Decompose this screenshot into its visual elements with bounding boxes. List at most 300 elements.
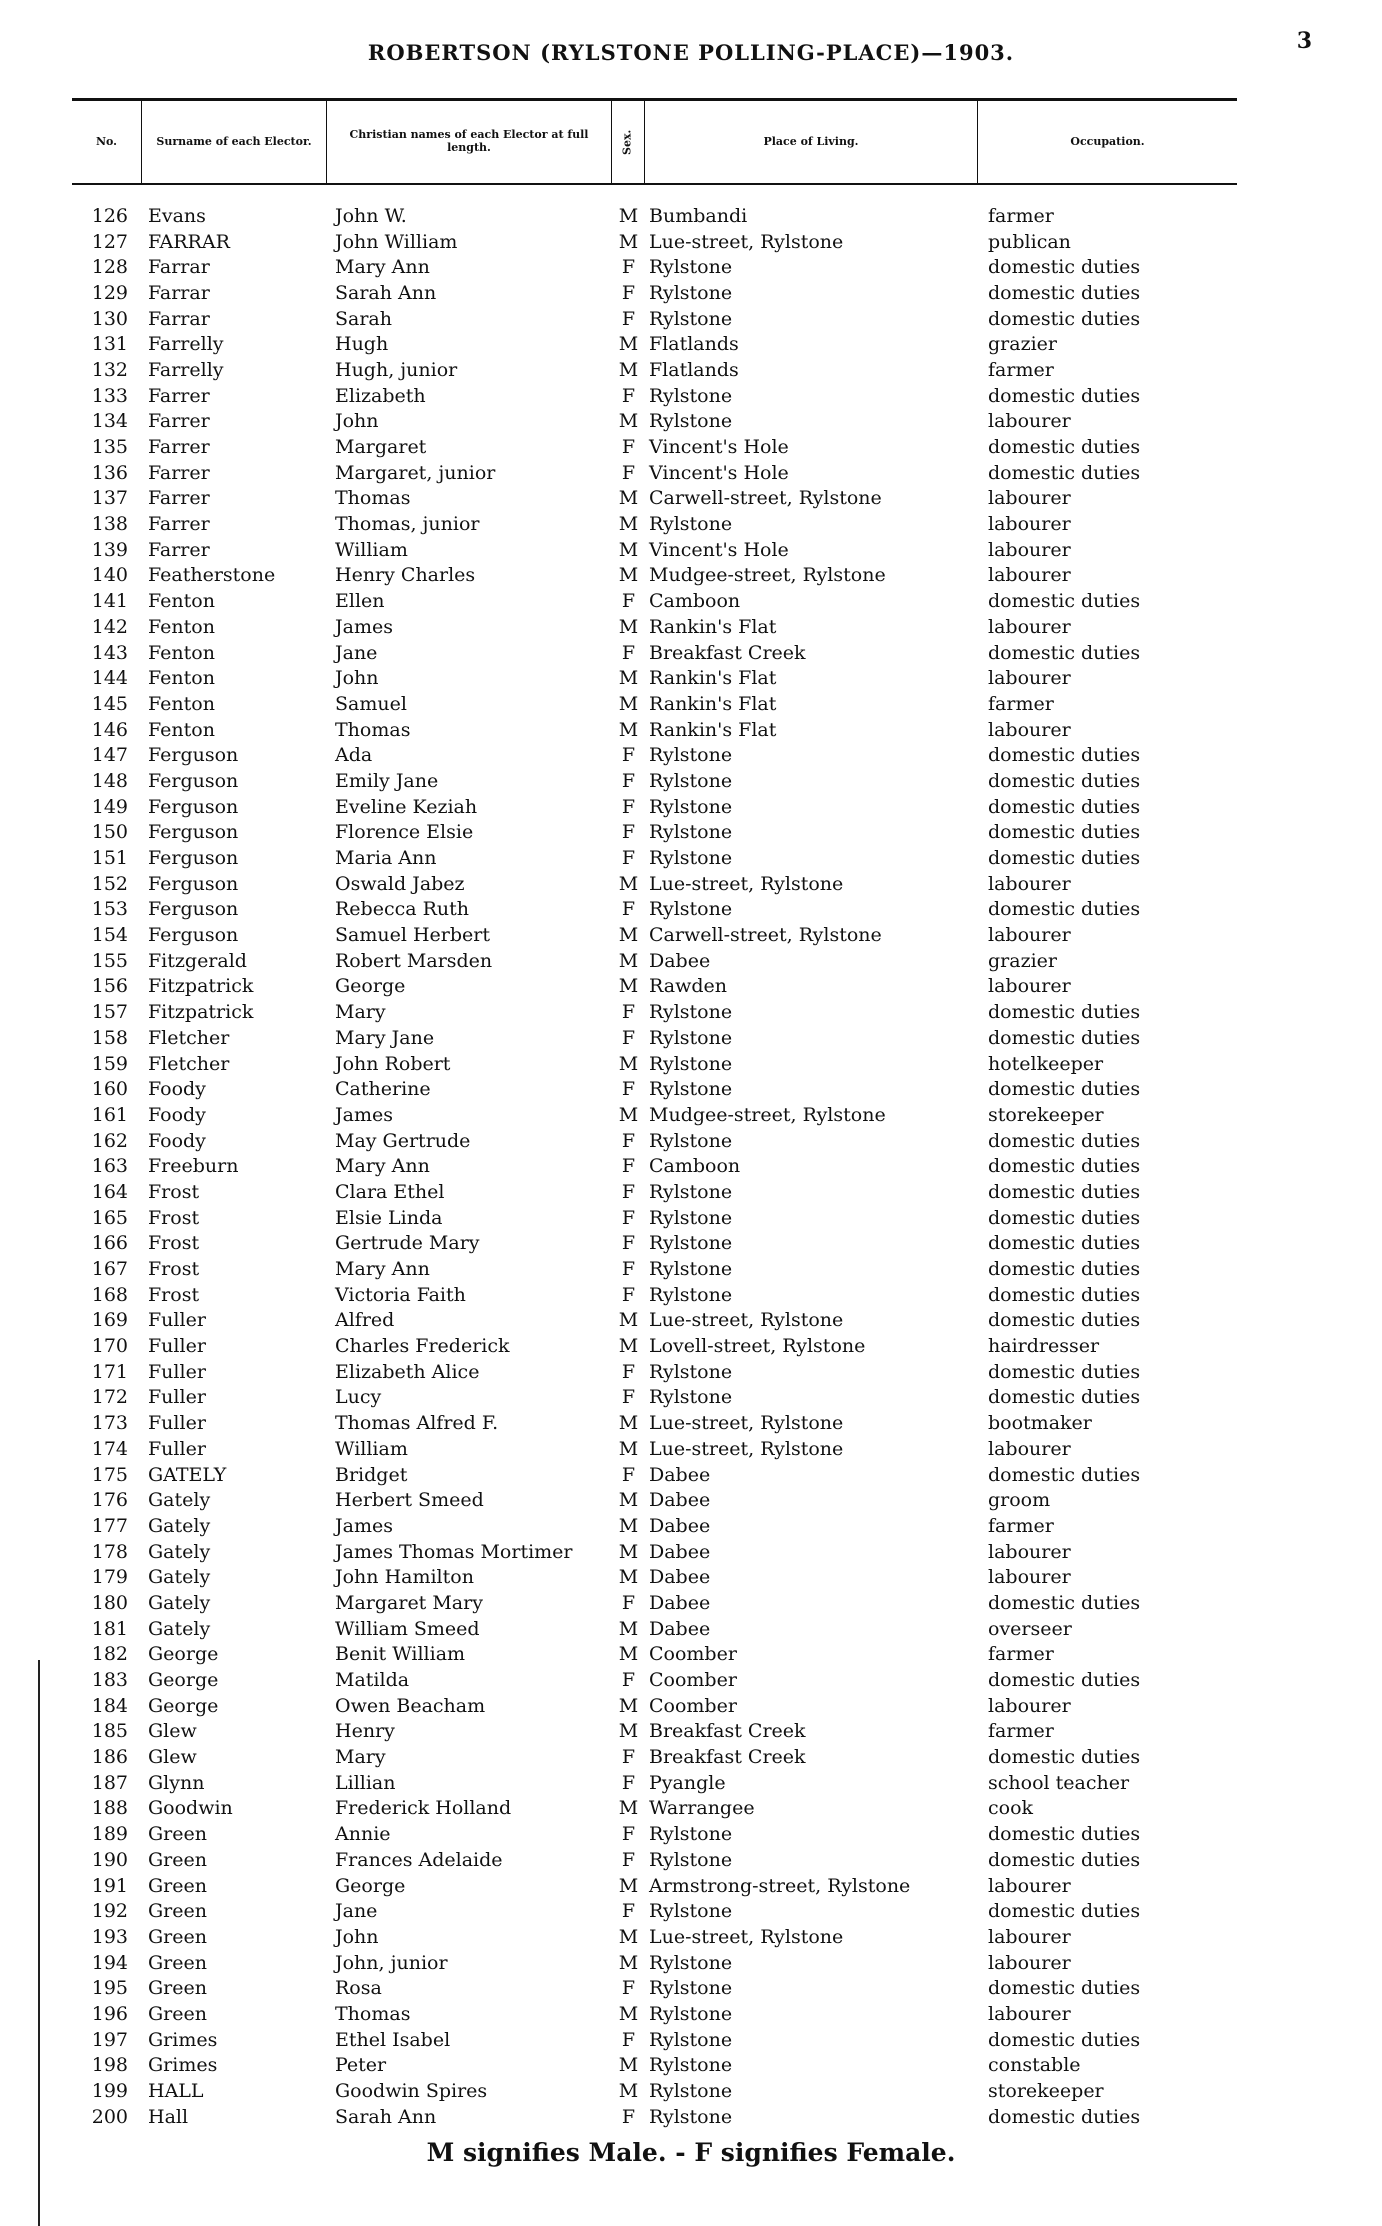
table-row bbox=[72, 1590, 1237, 1616]
elector-no: 130 bbox=[91, 307, 128, 330]
elector-no: 153 bbox=[91, 898, 128, 921]
elector-sex: M bbox=[618, 1617, 639, 1640]
elector-christian-names: John bbox=[335, 410, 379, 433]
elector-christian-names: Mary Ann bbox=[335, 256, 430, 279]
elector-no: 160 bbox=[91, 1078, 128, 1101]
elector-place: Carwell-street, Rylstone bbox=[649, 924, 882, 947]
elector-sex: M bbox=[618, 1874, 639, 1897]
table-row bbox=[72, 897, 1237, 923]
table-row bbox=[72, 1153, 1237, 1179]
elector-sex: F bbox=[621, 436, 636, 459]
elector-place: Rylstone bbox=[649, 1848, 733, 1871]
elector-no: 198 bbox=[91, 2054, 128, 2077]
elector-surname: Fuller bbox=[148, 1309, 206, 1332]
elector-surname: Ferguson bbox=[148, 924, 239, 947]
elector-surname: Farrar bbox=[148, 307, 210, 330]
elector-sex: M bbox=[618, 1694, 639, 1717]
elector-sex: F bbox=[621, 898, 636, 921]
elector-surname: Gately bbox=[148, 1489, 211, 1512]
elector-place: Rawden bbox=[649, 975, 727, 998]
elector-no: 148 bbox=[91, 769, 128, 792]
elector-sex: F bbox=[621, 1900, 636, 1923]
table-row bbox=[72, 1924, 1237, 1950]
elector-christian-names: Owen Beacham bbox=[335, 1694, 486, 1717]
elector-occupation: domestic duties bbox=[988, 898, 1141, 921]
table-row bbox=[72, 1667, 1237, 1693]
elector-no: 197 bbox=[91, 2028, 128, 2051]
elector-sex: F bbox=[621, 1746, 636, 1769]
table-row bbox=[72, 999, 1237, 1025]
elector-surname: Fitzgerald bbox=[148, 949, 247, 972]
elector-no: 190 bbox=[91, 1848, 128, 1871]
table-row bbox=[72, 1950, 1237, 1976]
elector-sex: F bbox=[621, 1386, 636, 1409]
elector-sex: M bbox=[618, 667, 639, 690]
elector-place: Rylstone bbox=[649, 898, 733, 921]
elector-surname: Foody bbox=[148, 1129, 206, 1152]
elector-christian-names: William bbox=[335, 538, 408, 561]
elector-occupation: labourer bbox=[988, 513, 1071, 536]
elector-christian-names: Rebecca Ruth bbox=[335, 898, 470, 921]
elector-sex: F bbox=[621, 1258, 636, 1281]
elector-occupation: constable bbox=[988, 2054, 1081, 2077]
elector-surname: Farrelly bbox=[148, 358, 224, 381]
elector-sex: F bbox=[621, 1283, 636, 1306]
elector-occupation: labourer bbox=[988, 1874, 1071, 1897]
elector-sex: M bbox=[618, 1643, 639, 1666]
elector-place: Rylstone bbox=[649, 744, 733, 767]
page-margin-line bbox=[38, 1660, 40, 2226]
elector-no: 158 bbox=[91, 1026, 128, 1049]
elector-christian-names: Thomas bbox=[335, 718, 411, 741]
elector-place: Lue-street, Rylstone bbox=[649, 1309, 844, 1332]
elector-no: 199 bbox=[91, 2080, 128, 2103]
elector-occupation: domestic duties bbox=[988, 1848, 1141, 1871]
table-row bbox=[72, 434, 1237, 460]
elector-surname: Fitzpatrick bbox=[148, 1001, 254, 1024]
table-row bbox=[72, 1513, 1237, 1539]
elector-sex: F bbox=[621, 744, 636, 767]
table-row bbox=[72, 229, 1237, 255]
elector-no: 196 bbox=[91, 2002, 128, 2025]
elector-no: 132 bbox=[91, 358, 128, 381]
elector-sex: F bbox=[621, 1977, 636, 2000]
elector-place: Rylstone bbox=[649, 1977, 733, 2000]
elector-place: Dabee bbox=[649, 1514, 711, 1537]
table-row bbox=[72, 409, 1237, 435]
elector-christian-names: Benit William bbox=[335, 1643, 466, 1666]
elector-no: 183 bbox=[91, 1669, 128, 1692]
table-row bbox=[72, 1308, 1237, 1334]
elector-place: Rylstone bbox=[649, 1180, 733, 1203]
elector-no: 142 bbox=[91, 615, 128, 638]
elector-sex: M bbox=[618, 1797, 639, 1820]
elector-occupation: farmer bbox=[988, 1720, 1054, 1743]
table-row bbox=[72, 717, 1237, 743]
elector-christian-names: Lucy bbox=[335, 1386, 382, 1409]
elector-no: 170 bbox=[91, 1335, 128, 1358]
elector-place: Breakfast Creek bbox=[649, 641, 806, 664]
table-row bbox=[72, 1231, 1237, 1257]
table-row bbox=[72, 511, 1237, 537]
elector-no: 173 bbox=[91, 1412, 128, 1435]
elector-place: Pyangle bbox=[649, 1771, 726, 1794]
table-row bbox=[72, 1744, 1237, 1770]
elector-sex: F bbox=[621, 256, 636, 279]
elector-no: 138 bbox=[91, 513, 128, 536]
elector-place: Rylstone bbox=[649, 1900, 733, 1923]
elector-place: Dabee bbox=[649, 1489, 711, 1512]
elector-no: 144 bbox=[91, 667, 128, 690]
elector-surname: GATELY bbox=[148, 1463, 227, 1486]
elector-surname: Freeburn bbox=[148, 1155, 239, 1178]
elector-sex: M bbox=[618, 615, 639, 638]
elector-surname: Evans bbox=[148, 204, 206, 227]
elector-occupation: labourer bbox=[988, 667, 1071, 690]
elector-sex: M bbox=[618, 1412, 639, 1435]
elector-place: Flatlands bbox=[649, 333, 739, 356]
elector-christian-names: Hugh bbox=[335, 333, 389, 356]
elector-christian-names: George bbox=[335, 975, 406, 998]
elector-no: 188 bbox=[91, 1797, 128, 1820]
elector-christian-names: Herbert Smeed bbox=[335, 1489, 484, 1512]
elector-no: 157 bbox=[91, 1001, 128, 1024]
elector-no: 175 bbox=[91, 1463, 128, 1486]
elector-surname: Gately bbox=[148, 1591, 211, 1614]
elector-occupation: domestic duties bbox=[988, 307, 1141, 330]
elector-sex: M bbox=[618, 538, 639, 561]
elector-sex: M bbox=[618, 1540, 639, 1563]
table-row bbox=[72, 922, 1237, 948]
table-row bbox=[72, 1282, 1237, 1308]
elector-occupation: domestic duties bbox=[988, 1258, 1141, 1281]
elector-no: 150 bbox=[91, 821, 128, 844]
elector-christian-names: William Smeed bbox=[335, 1617, 480, 1640]
elector-sex: M bbox=[618, 1489, 639, 1512]
elector-place: Rankin's Flat bbox=[649, 718, 777, 741]
elector-occupation: labourer bbox=[988, 1437, 1071, 1460]
elector-sex: F bbox=[621, 1771, 636, 1794]
elector-no: 177 bbox=[91, 1514, 128, 1537]
elector-no: 200 bbox=[91, 2105, 128, 2128]
elector-christian-names: Mary Jane bbox=[335, 1026, 435, 1049]
table-row bbox=[72, 588, 1237, 614]
elector-sex: F bbox=[621, 847, 636, 870]
elector-place: Rylstone bbox=[649, 1951, 733, 1974]
elector-place: Rylstone bbox=[649, 384, 733, 407]
table-row bbox=[72, 2078, 1237, 2104]
elector-place: Mudgee-street, Rylstone bbox=[649, 564, 886, 587]
elector-no: 133 bbox=[91, 384, 128, 407]
table-row bbox=[72, 1385, 1237, 1411]
table-row bbox=[72, 691, 1237, 717]
elector-surname: Featherstone bbox=[148, 564, 276, 587]
elector-place: Armstrong-street, Rylstone bbox=[649, 1874, 911, 1897]
elector-place: Rylstone bbox=[649, 1283, 733, 1306]
table-row bbox=[72, 383, 1237, 409]
elector-no: 143 bbox=[91, 641, 128, 664]
elector-surname: Fenton bbox=[148, 667, 215, 690]
elector-sex: M bbox=[618, 1309, 639, 1332]
elector-christian-names: John William bbox=[335, 230, 458, 253]
elector-place: Rylstone bbox=[649, 2054, 733, 2077]
elector-sex: M bbox=[618, 1052, 639, 1075]
elector-no: 163 bbox=[91, 1155, 128, 1178]
elector-occupation: hotelkeeper bbox=[988, 1052, 1104, 1075]
elector-occupation: farmer bbox=[988, 204, 1054, 227]
elector-christian-names: Samuel Herbert bbox=[335, 924, 490, 947]
elector-surname: Fenton bbox=[148, 718, 215, 741]
elector-sex: F bbox=[621, 795, 636, 818]
table-row bbox=[72, 280, 1237, 306]
elector-christian-names: Robert Marsden bbox=[335, 949, 493, 972]
elector-no: 155 bbox=[91, 949, 128, 972]
elector-christian-names: Mary Ann bbox=[335, 1155, 430, 1178]
elector-christian-names: Maria Ann bbox=[335, 847, 437, 870]
elector-no: 151 bbox=[91, 847, 128, 870]
elector-christian-names: Jane bbox=[335, 1900, 378, 1923]
table-row bbox=[72, 2001, 1237, 2027]
elector-place: Rankin's Flat bbox=[649, 615, 777, 638]
table-row bbox=[72, 1462, 1237, 1488]
elector-place: Rylstone bbox=[649, 1232, 733, 1255]
page-number: 3 bbox=[1296, 28, 1312, 54]
elector-surname: Ferguson bbox=[148, 898, 239, 921]
table-row bbox=[72, 742, 1237, 768]
elector-christian-names: Frances Adelaide bbox=[335, 1848, 503, 1871]
elector-sex: F bbox=[621, 641, 636, 664]
elector-surname: HALL bbox=[148, 2080, 204, 2103]
elector-christian-names: May Gertrude bbox=[335, 1129, 471, 1152]
elector-sex: M bbox=[618, 333, 639, 356]
elector-surname: Ferguson bbox=[148, 769, 239, 792]
elector-surname: Gately bbox=[148, 1617, 211, 1640]
elector-surname: Farrelly bbox=[148, 333, 224, 356]
elector-place: Rylstone bbox=[649, 1129, 733, 1152]
elector-christian-names: Sarah Ann bbox=[335, 281, 437, 304]
elector-sex: F bbox=[621, 1206, 636, 1229]
elector-surname: Fuller bbox=[148, 1360, 206, 1383]
elector-surname: Fuller bbox=[148, 1386, 206, 1409]
elector-christian-names: Bridget bbox=[335, 1463, 408, 1486]
col-header-no: No. bbox=[72, 101, 142, 183]
elector-place: Rylstone bbox=[649, 795, 733, 818]
elector-no: 162 bbox=[91, 1129, 128, 1152]
elector-no: 154 bbox=[91, 924, 128, 947]
elector-place: Rylstone bbox=[649, 847, 733, 870]
elector-christian-names: Ada bbox=[335, 744, 373, 767]
elector-no: 128 bbox=[91, 256, 128, 279]
table-row bbox=[72, 1616, 1237, 1642]
elector-surname: Farrer bbox=[148, 410, 210, 433]
elector-surname: Frost bbox=[148, 1206, 200, 1229]
elector-occupation: storekeeper bbox=[988, 2080, 1104, 2103]
table-row bbox=[72, 1205, 1237, 1231]
elector-place: Dabee bbox=[649, 1617, 711, 1640]
elector-christian-names: Margaret bbox=[335, 436, 427, 459]
elector-christian-names: Lillian bbox=[335, 1771, 396, 1794]
elector-place: Lovell-street, Rylstone bbox=[649, 1335, 866, 1358]
elector-christian-names: Rosa bbox=[335, 1977, 382, 2000]
elector-no: 147 bbox=[91, 744, 128, 767]
elector-sex: M bbox=[618, 204, 639, 227]
elector-place: Rylstone bbox=[649, 2105, 733, 2128]
table-row bbox=[72, 1770, 1237, 1796]
elector-place: Lue-street, Rylstone bbox=[649, 1925, 844, 1948]
elector-place: Mudgee-street, Rylstone bbox=[649, 1103, 886, 1126]
elector-christian-names: Annie bbox=[335, 1823, 391, 1846]
table-row bbox=[72, 640, 1237, 666]
elector-no: 134 bbox=[91, 410, 128, 433]
elector-no: 129 bbox=[91, 281, 128, 304]
elector-christian-names: James bbox=[335, 1514, 393, 1537]
elector-no: 168 bbox=[91, 1283, 128, 1306]
elector-no: 185 bbox=[91, 1720, 128, 1743]
elector-no: 180 bbox=[91, 1591, 128, 1614]
elector-sex: M bbox=[618, 1566, 639, 1589]
elector-sex: M bbox=[618, 1925, 639, 1948]
elector-occupation: domestic duties bbox=[988, 1823, 1141, 1846]
elector-christian-names: Thomas Alfred F. bbox=[335, 1412, 499, 1435]
elector-no: 145 bbox=[91, 692, 128, 715]
elector-surname: Frost bbox=[148, 1180, 200, 1203]
elector-surname: Fuller bbox=[148, 1335, 206, 1358]
elector-occupation: labourer bbox=[988, 2002, 1071, 2025]
elector-sex: M bbox=[618, 692, 639, 715]
elector-place: Camboon bbox=[649, 590, 741, 613]
elector-place: Lue-street, Rylstone bbox=[649, 872, 844, 895]
elector-sex: F bbox=[621, 2028, 636, 2051]
elector-no: 191 bbox=[91, 1874, 128, 1897]
elector-surname: Glew bbox=[148, 1720, 197, 1743]
elector-no: 189 bbox=[91, 1823, 128, 1846]
elector-occupation: domestic duties bbox=[988, 769, 1141, 792]
elector-surname: Fenton bbox=[148, 641, 215, 664]
elector-occupation: domestic duties bbox=[988, 1001, 1141, 1024]
elector-sex: M bbox=[618, 358, 639, 381]
table-row bbox=[72, 1539, 1237, 1565]
elector-christian-names: Samuel bbox=[335, 692, 407, 715]
elector-occupation: domestic duties bbox=[988, 1746, 1141, 1769]
elector-no: 178 bbox=[91, 1540, 128, 1563]
elector-no: 140 bbox=[91, 564, 128, 587]
elector-place: Coomber bbox=[649, 1669, 737, 1692]
elector-christian-names: Elizabeth bbox=[335, 384, 426, 407]
table-row bbox=[72, 820, 1237, 846]
elector-sex: M bbox=[618, 872, 639, 895]
elector-christian-names: John Robert bbox=[335, 1052, 451, 1075]
elector-occupation: domestic duties bbox=[988, 2028, 1141, 2051]
elector-sex: M bbox=[618, 949, 639, 972]
elector-place: Rylstone bbox=[649, 1078, 733, 1101]
elector-no: 159 bbox=[91, 1052, 128, 1075]
table-row bbox=[72, 486, 1237, 512]
elector-place: Carwell-street, Rylstone bbox=[649, 487, 882, 510]
table-row bbox=[72, 254, 1237, 280]
elector-surname: George bbox=[148, 1669, 219, 1692]
elector-place: Breakfast Creek bbox=[649, 1720, 806, 1743]
elector-surname: Gately bbox=[148, 1514, 211, 1537]
elector-occupation: domestic duties bbox=[988, 1463, 1141, 1486]
elector-christian-names: Charles Frederick bbox=[335, 1335, 510, 1358]
elector-sex: F bbox=[621, 1669, 636, 1692]
elector-occupation: labourer bbox=[988, 1540, 1071, 1563]
elector-place: Rankin's Flat bbox=[649, 692, 777, 715]
elector-sex: F bbox=[621, 1823, 636, 1846]
elector-surname: Fletcher bbox=[148, 1052, 230, 1075]
elector-occupation: domestic duties bbox=[988, 1283, 1141, 1306]
elector-surname: Frost bbox=[148, 1258, 200, 1281]
elector-christian-names: Elsie Linda bbox=[335, 1206, 443, 1229]
table-row bbox=[72, 768, 1237, 794]
table-row bbox=[72, 2104, 1237, 2130]
elector-occupation: labourer bbox=[988, 538, 1071, 561]
elector-occupation: farmer bbox=[988, 692, 1054, 715]
elector-no: 161 bbox=[91, 1103, 128, 1126]
elector-occupation: grazier bbox=[988, 333, 1057, 356]
table-row bbox=[72, 357, 1237, 383]
elector-christian-names: Frederick Holland bbox=[335, 1797, 512, 1820]
footnote: M signifies Male. - F signifies Female. bbox=[426, 2138, 956, 2167]
elector-no: 195 bbox=[91, 1977, 128, 2000]
elector-occupation: domestic duties bbox=[988, 744, 1141, 767]
elector-no: 187 bbox=[91, 1771, 128, 1794]
elector-occupation: labourer bbox=[988, 615, 1071, 638]
elector-sex: F bbox=[621, 590, 636, 613]
elector-place: Vincent's Hole bbox=[649, 436, 789, 459]
elector-surname: Fenton bbox=[148, 615, 215, 638]
elector-place: Warrangee bbox=[649, 1797, 755, 1820]
electors-table bbox=[72, 203, 1237, 2130]
elector-no: 193 bbox=[91, 1925, 128, 1948]
elector-place: Flatlands bbox=[649, 358, 739, 381]
elector-surname: Glew bbox=[148, 1746, 197, 1769]
elector-sex: M bbox=[618, 1514, 639, 1537]
elector-christian-names: Elizabeth Alice bbox=[335, 1360, 480, 1383]
elector-no: 172 bbox=[91, 1386, 128, 1409]
elector-occupation: labourer bbox=[988, 872, 1071, 895]
elector-surname: Farrar bbox=[148, 256, 210, 279]
elector-occupation: domestic duties bbox=[988, 1232, 1141, 1255]
elector-christian-names: Victoria Faith bbox=[335, 1283, 466, 1306]
elector-surname: Grimes bbox=[148, 2028, 218, 2051]
elector-surname: Grimes bbox=[148, 2054, 218, 2077]
elector-place: Lue-street, Rylstone bbox=[649, 1412, 844, 1435]
elector-place: Rylstone bbox=[649, 410, 733, 433]
elector-sex: M bbox=[618, 2080, 639, 2103]
table-row bbox=[72, 1975, 1237, 2001]
elector-place: Vincent's Hole bbox=[649, 461, 789, 484]
elector-place: Rylstone bbox=[649, 1206, 733, 1229]
elector-christian-names: Peter bbox=[335, 2054, 387, 2077]
elector-occupation: bootmaker bbox=[988, 1412, 1092, 1435]
elector-sex: M bbox=[618, 2002, 639, 2025]
elector-christian-names: James bbox=[335, 1103, 393, 1126]
elector-occupation: overseer bbox=[988, 1617, 1072, 1640]
elector-surname: Fenton bbox=[148, 590, 215, 613]
elector-surname: Ferguson bbox=[148, 744, 239, 767]
col-header-occupation: Occupation. bbox=[1070, 134, 1145, 148]
elector-christian-names: Sarah bbox=[335, 307, 392, 330]
elector-surname: Frost bbox=[148, 1283, 200, 1306]
elector-occupation: labourer bbox=[988, 410, 1071, 433]
elector-christian-names: Florence Elsie bbox=[335, 821, 474, 844]
table-row bbox=[72, 1333, 1237, 1359]
table-row bbox=[72, 1128, 1237, 1154]
elector-sex: M bbox=[618, 975, 639, 998]
elector-occupation: domestic duties bbox=[988, 1309, 1141, 1332]
elector-surname: George bbox=[148, 1643, 219, 1666]
